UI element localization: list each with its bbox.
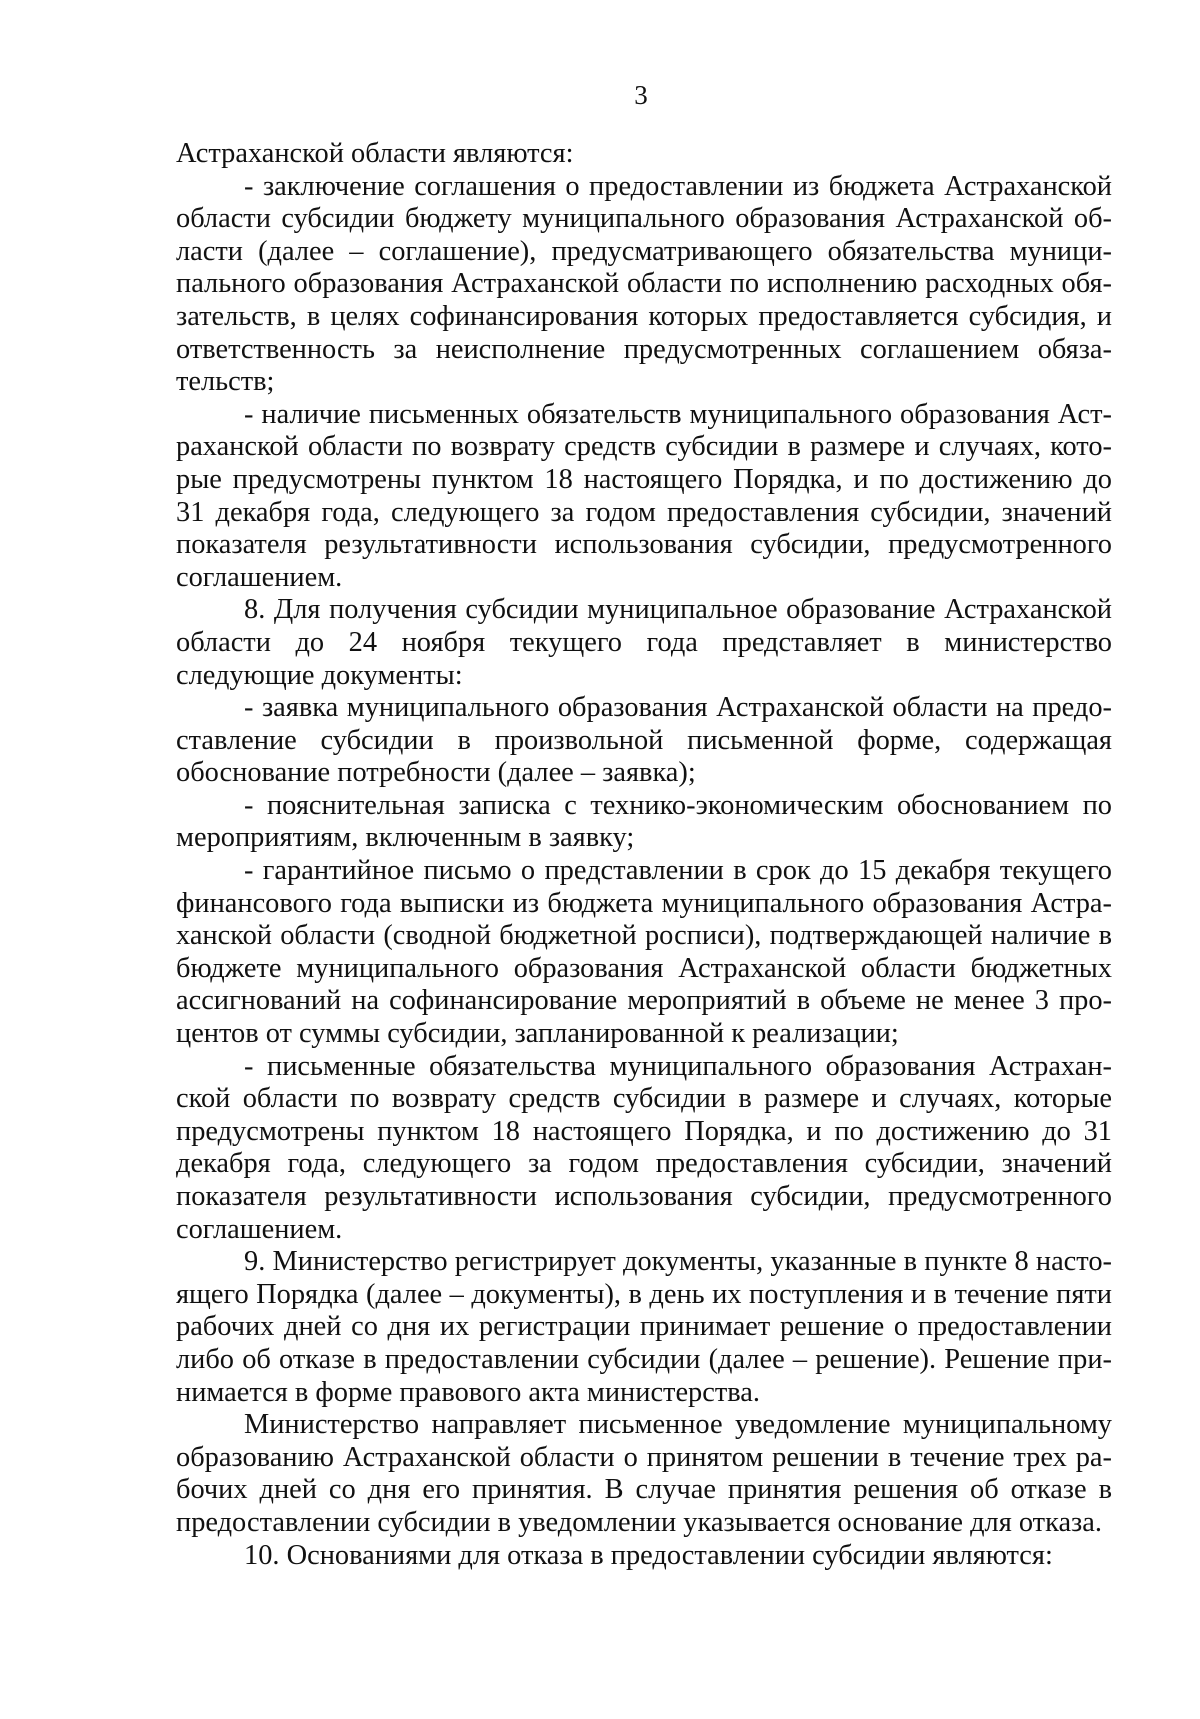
paragraph-4: - заявка муниципального образования Астраханской области на предоставление субсидии в произвольной письменной форме, содержащая обоснование потребности (далее – заявка); bbox=[176, 692, 1112, 789]
paragraph-2: - наличие письменных обязательств муниципального образования Астраханской области по возврату средств субсидии в размере и случаях, которые предусмотрены пунктом 18 настоящего Порядка, и по достижению до 31 декабря года, следующего за годом предоставления субсидии, значений показателя результативности использования субсидии, предусмотренного соглашением. bbox=[176, 398, 1112, 593]
paragraph-9: Министерство направляет письменное уведомление муниципальному образованию Астраханской области о принятом решении в течение трех рабочих дней со дня его принятия. В случае принятия решения об отказе в предоставлении субсидии в уведомлении указывается основание для отказа. bbox=[176, 1409, 1112, 1538]
paragraph-0: Астраханской области являются: bbox=[176, 138, 574, 169]
paragraph-6: - гарантийное письмо о представлении в срок до 15 декабря текущего финансового года выписки из бюджета муниципального образования Астраханской области (сводной бюджетной росписи), подтверждающей наличие в бюджете муниципального образования Астраханской области бюджетных ассигнований на софинансирование мероприятий в объеме не менее 3 процентов от суммы субсидии, запланированной к реализации; bbox=[176, 855, 1112, 1050]
page-number: 3 bbox=[634, 80, 648, 110]
paragraph-3: 8. Для получения субсидии муниципальное образование Астраханской области до 24 ноября текущего года представляет в министерство следующие документы: bbox=[176, 594, 1112, 691]
paragraph-1: - заключение соглашения о предоставлении из бюджета Астраханской области субсидии бюджету муниципального образования Астраханской области (далее – соглашение), предусматривающего обязательства муниципального образования Астраханской области по исполнению расходных обязательств, в целях софинансирования которых предоставляется субсидия, и ответственность за неисполнение предусмотренных соглашением обязательств; bbox=[176, 170, 1112, 398]
paragraph-7: - письменные обязательства муниципального образования Астраханской области по возврату средств субсидии в размере и случаях, которые предусмотрены пунктом 18 настоящего Порядка, и по достижению до 31 декабря года, следующего за годом предоставления субсидии, значений показателя результативности использования субсидии, предусмотренного соглашением. bbox=[176, 1050, 1112, 1245]
document-body bbox=[176, 138, 1112, 1572]
paragraph-8: 9. Министерство регистрирует документы, указанные в пункте 8 настоящего Порядка (далее – документы), в день их поступления и в течение пяти рабочих дней со дня их регистрации принимает решение о предоставлении либо об отказе в предоставлении субсидии (далее – решение). Решение принимается в форме правового акта министерства. bbox=[176, 1246, 1112, 1408]
paragraph-5: - пояснительная записка с технико-экономическим обоснованием по мероприятиям, включенным в заявку; bbox=[176, 789, 1112, 854]
paragraph-10: 10. Основаниями для отказа в предоставлении субсидии являются: bbox=[244, 1539, 1053, 1571]
